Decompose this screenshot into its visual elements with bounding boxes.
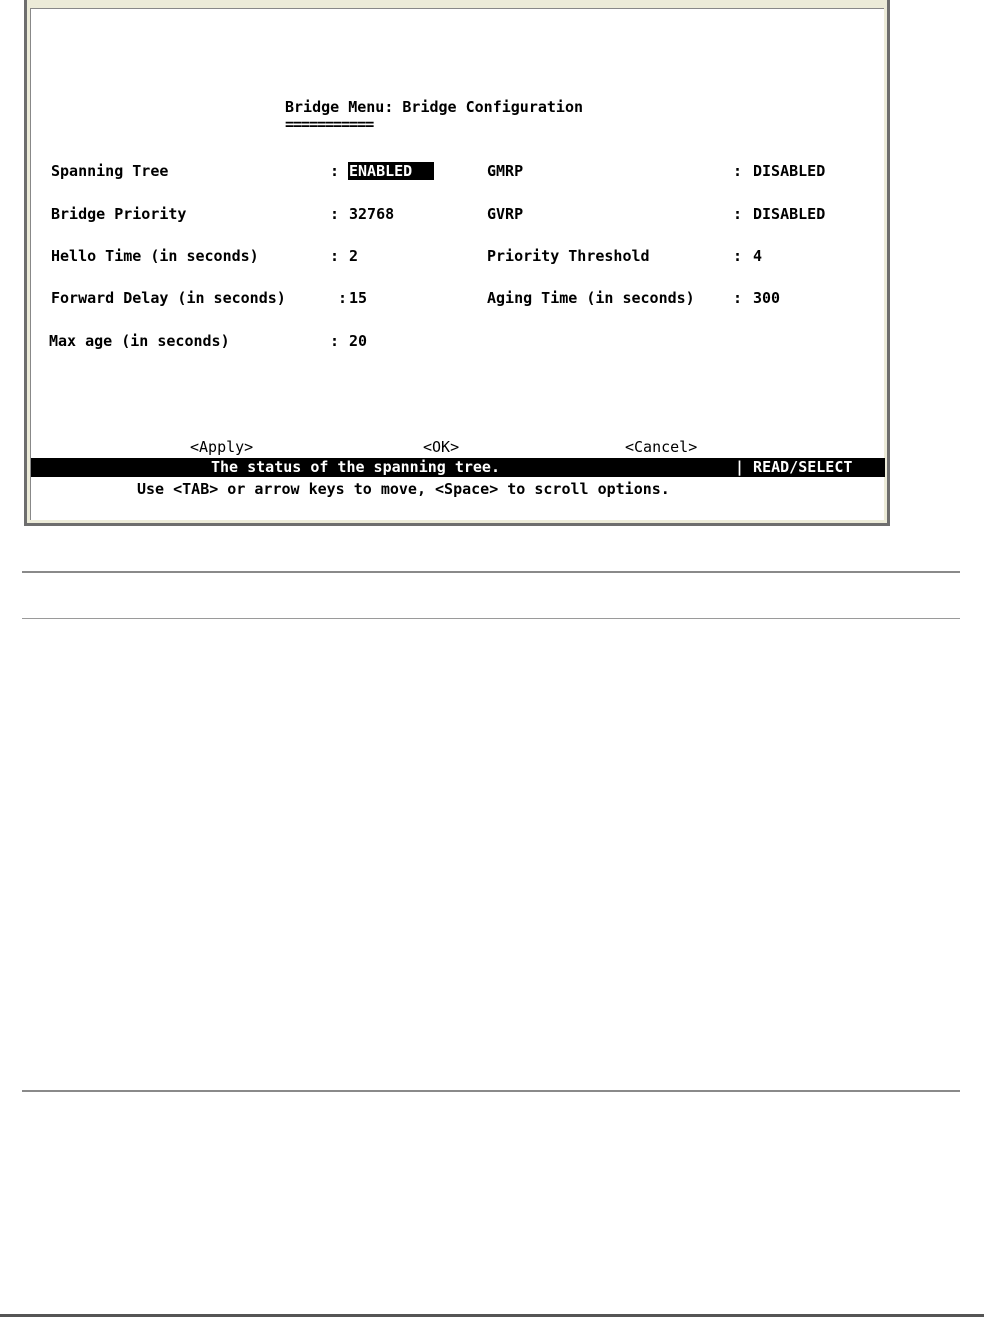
gvrp-label: GVRP <box>487 205 524 223</box>
hello-time-field[interactable]: 2 <box>349 247 359 265</box>
gvrp-select[interactable]: DISABLED <box>753 205 826 223</box>
menu-title: Bridge Menu: Bridge Configuration <box>285 98 584 116</box>
aging-time-sep: : <box>733 289 743 307</box>
hello-time-label: Hello Time (in seconds) <box>51 247 259 265</box>
aging-time-label: Aging Time (in seconds) <box>487 289 695 307</box>
divider-second <box>22 618 960 619</box>
gvrp-sep: : <box>733 205 743 223</box>
spanning-tree-select[interactable]: ENABLED <box>348 162 434 180</box>
bridge-priority-sep: : <box>330 205 340 223</box>
ok-button[interactable]: <OK> <box>423 438 460 456</box>
forward-delay-field[interactable]: 15 <box>349 289 368 307</box>
priority-threshold-sep: : <box>733 247 743 265</box>
priority-threshold-label: Priority Threshold <box>487 247 650 265</box>
spanning-tree-sep: : <box>330 162 340 180</box>
max-age-sep: : <box>330 332 340 350</box>
gmrp-sep: : <box>733 162 743 180</box>
status-bar <box>31 458 885 477</box>
status-message: The status of the spanning tree. <box>211 458 500 476</box>
spanning-tree-label: Spanning Tree <box>51 162 169 180</box>
forward-delay-label: Forward Delay (in seconds) <box>51 289 286 307</box>
hello-time-sep: : <box>330 247 340 265</box>
help-text: Use <TAB> or arrow keys to move, <Space> to scroll options. <box>137 480 670 498</box>
terminal-window <box>24 0 890 526</box>
divider-top <box>22 571 960 573</box>
status-mode: | READ/SELECT <box>735 458 853 476</box>
gmrp-label: GMRP <box>487 162 524 180</box>
priority-threshold-field[interactable]: 4 <box>753 247 763 265</box>
max-age-label: Max age (in seconds) <box>49 332 230 350</box>
divider-bottom <box>0 1314 984 1317</box>
gmrp-select[interactable]: DISABLED <box>753 162 826 180</box>
apply-button[interactable]: <Apply> <box>190 438 254 456</box>
aging-time-field[interactable]: 300 <box>753 289 781 307</box>
bridge-priority-label: Bridge Priority <box>51 205 187 223</box>
cancel-button[interactable]: <Cancel> <box>625 438 698 456</box>
forward-delay-sep: : <box>338 289 348 307</box>
divider-lower <box>22 1090 960 1092</box>
bridge-priority-field[interactable]: 32768 <box>349 205 395 223</box>
max-age-field[interactable]: 20 <box>349 332 368 350</box>
menu-title-underline: =========== <box>285 115 374 133</box>
